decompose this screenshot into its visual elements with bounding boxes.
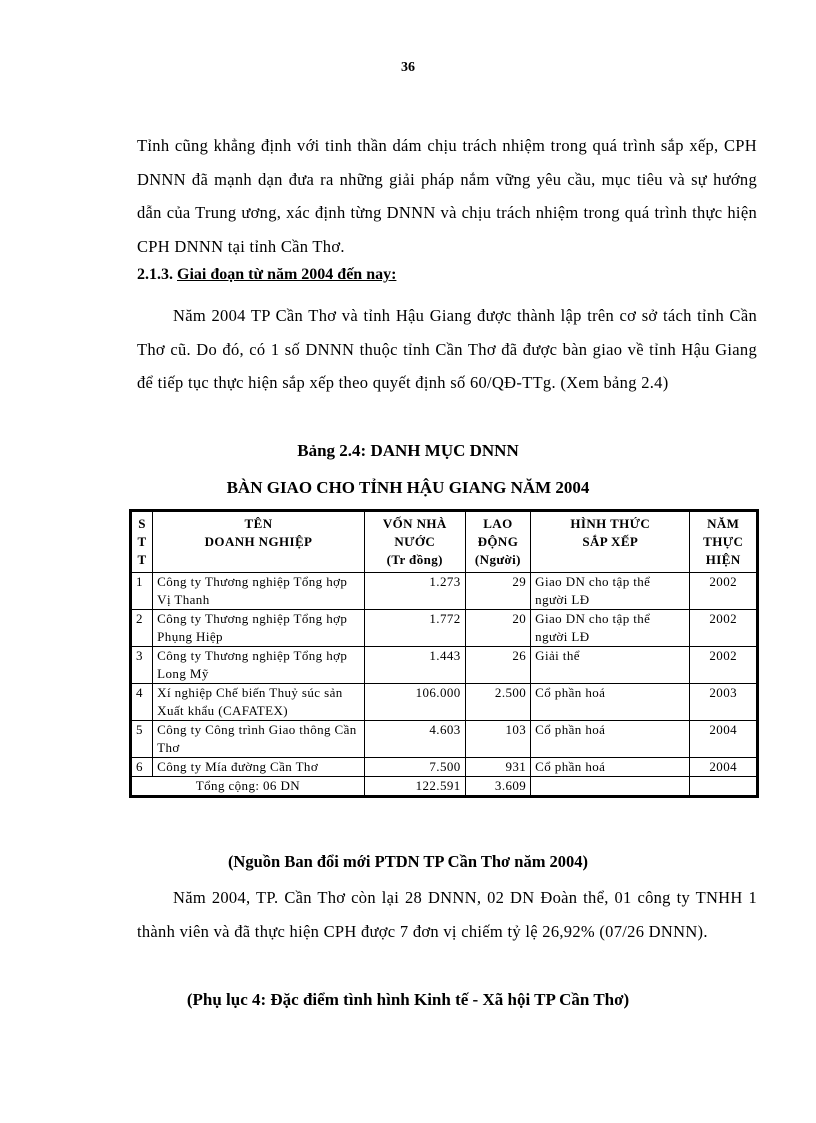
header-name-line1: TÊN <box>244 516 273 531</box>
row-name: Xí nghiệp Chế biến Thuỷ súc sản Xuất khẩu (CAFATEX) <box>153 684 365 721</box>
table-row <box>131 721 758 758</box>
table-source: (Nguồn Ban đổi mới PTDN TP Cần Thơ năm 2004) <box>227 852 589 871</box>
total-capital: 122.591 <box>364 777 465 797</box>
row-name: Công ty Mía đường Cần Thơ <box>153 758 365 777</box>
header-labor <box>465 511 531 573</box>
table-row <box>131 573 758 610</box>
header-labor-line2: ĐỘNG <box>477 534 519 549</box>
enterprise-table <box>129 509 759 798</box>
row-capital: 7.500 <box>364 758 465 777</box>
row-year: 2002 <box>690 647 758 684</box>
total-empty-form <box>531 777 690 797</box>
row-stt: 1 <box>131 573 153 610</box>
row-stt: 6 <box>131 758 153 777</box>
row-year: 2002 <box>690 573 758 610</box>
header-year-line1: NĂM <box>707 516 740 531</box>
row-stt: 3 <box>131 647 153 684</box>
header-name-line2: DOANH NGHIỆP <box>204 534 313 549</box>
row-capital: 106.000 <box>364 684 465 721</box>
header-stt: S T T <box>131 511 153 573</box>
table-row <box>131 684 758 721</box>
table-row <box>131 758 758 777</box>
row-labor: 103 <box>465 721 531 758</box>
row-labor: 20 <box>465 610 531 647</box>
row-stt: 4 <box>131 684 153 721</box>
section-title: Giai đoạn từ năm 2004 đến nay: <box>177 266 397 283</box>
row-labor: 29 <box>465 573 531 610</box>
paragraph-2004: Năm 2004 TP Cần Thơ và tỉnh Hậu Giang được thành lập trên cơ sở tách tỉnh Cần Thơ cũ. Do đó, có 1 số DNNN thuộc tỉnh Cần Thơ đã được bàn giao về tỉnh Hậu Giang để tiếp tục thực hiện sắp xếp theo quyết định số 60/QĐ-TTg. (Xem bảng 2.4) <box>137 306 757 392</box>
total-labor: 3.609 <box>465 777 531 797</box>
table-row <box>131 610 758 647</box>
row-form: Giao DN cho tập thể người LĐ <box>531 573 690 610</box>
header-year-line2: THỰC <box>703 534 744 549</box>
header-form-line2: SẮP XẾP <box>582 534 639 549</box>
row-form: Giao DN cho tập thể người LĐ <box>531 610 690 647</box>
paragraph-intro: Tỉnh cũng khẳng định với tinh thần dám chịu trách nhiệm trong quá trình sắp xếp, CPH DNNN đã mạnh dạn đưa ra những giải pháp nắm vững yêu cầu, mục tiêu và sự hướng dẫn của Trung ương, xác định từng DNNN và chịu trách nhiệm trong quá trình thực hiện CPH DNNN tại tỉnh Cần Thơ. <box>137 136 757 256</box>
table-header-row <box>131 511 758 573</box>
row-year: 2002 <box>690 610 758 647</box>
total-empty-year <box>690 777 758 797</box>
row-name: Công ty Thương nghiệp Tổng hợp Vị Thanh <box>153 573 365 610</box>
header-labor-line3: (Người) <box>474 552 521 567</box>
page-number: 36 <box>401 60 415 75</box>
header-form <box>531 511 690 573</box>
table-row <box>131 647 758 684</box>
paragraph-remaining: Năm 2004, TP. Cần Thơ còn lại 28 DNNN, 02 DN Đoàn thể, 01 công ty TNHH 1 thành viên và đã thực hiện CPH được 7 đơn vị chiếm tỷ lệ 26,92% (07/26 DNNN). <box>137 888 757 941</box>
row-form: Giải thể <box>531 647 690 684</box>
row-capital: 1.443 <box>364 647 465 684</box>
row-name: Công ty Thương nghiệp Tổng hợp Long Mỹ <box>153 647 365 684</box>
row-form: Cổ phần hoá <box>531 758 690 777</box>
appendix-reference: (Phụ lục 4: Đặc điểm tình hình Kinh tế - Xã hội TP Cần Thơ) <box>186 990 630 1009</box>
header-name <box>153 511 365 573</box>
section-heading <box>137 266 396 284</box>
row-capital: 4.603 <box>364 721 465 758</box>
header-labor-line1: LAO <box>483 516 513 531</box>
row-form: Cổ phần hoá <box>531 684 690 721</box>
table-total-row <box>131 777 758 797</box>
section-number: 2.1.3. <box>137 266 173 283</box>
row-year: 2004 <box>690 758 758 777</box>
total-label: Tổng cộng: 06 DN <box>131 777 365 797</box>
row-name: Công ty Thương nghiệp Tổng hợp Phụng Hiệp <box>153 610 365 647</box>
header-capital-line2: NƯỚC <box>394 534 436 549</box>
table-caption-line2: BÀN GIAO CHO TỈNH HẬU GIANG NĂM 2004 <box>226 478 590 497</box>
row-capital: 1.772 <box>364 610 465 647</box>
row-labor: 26 <box>465 647 531 684</box>
header-capital <box>364 511 465 573</box>
table-caption-line1: Bảng 2.4: DANH MỤC DNNN <box>297 441 519 460</box>
row-stt: 2 <box>131 610 153 647</box>
row-labor: 931 <box>465 758 531 777</box>
row-form: Cổ phần hoá <box>531 721 690 758</box>
row-year: 2004 <box>690 721 758 758</box>
row-labor: 2.500 <box>465 684 531 721</box>
row-stt: 5 <box>131 721 153 758</box>
header-year <box>690 511 758 573</box>
header-capital-line1: VỐN NHÀ <box>382 516 447 531</box>
row-capital: 1.273 <box>364 573 465 610</box>
header-form-line1: HÌNH THỨC <box>570 516 651 531</box>
header-year-line3: HIỆN <box>705 552 741 567</box>
header-capital-line3: (Tr đồng) <box>386 552 443 567</box>
row-year: 2003 <box>690 684 758 721</box>
row-name: Công ty Công trình Giao thông Cần Thơ <box>153 721 365 758</box>
